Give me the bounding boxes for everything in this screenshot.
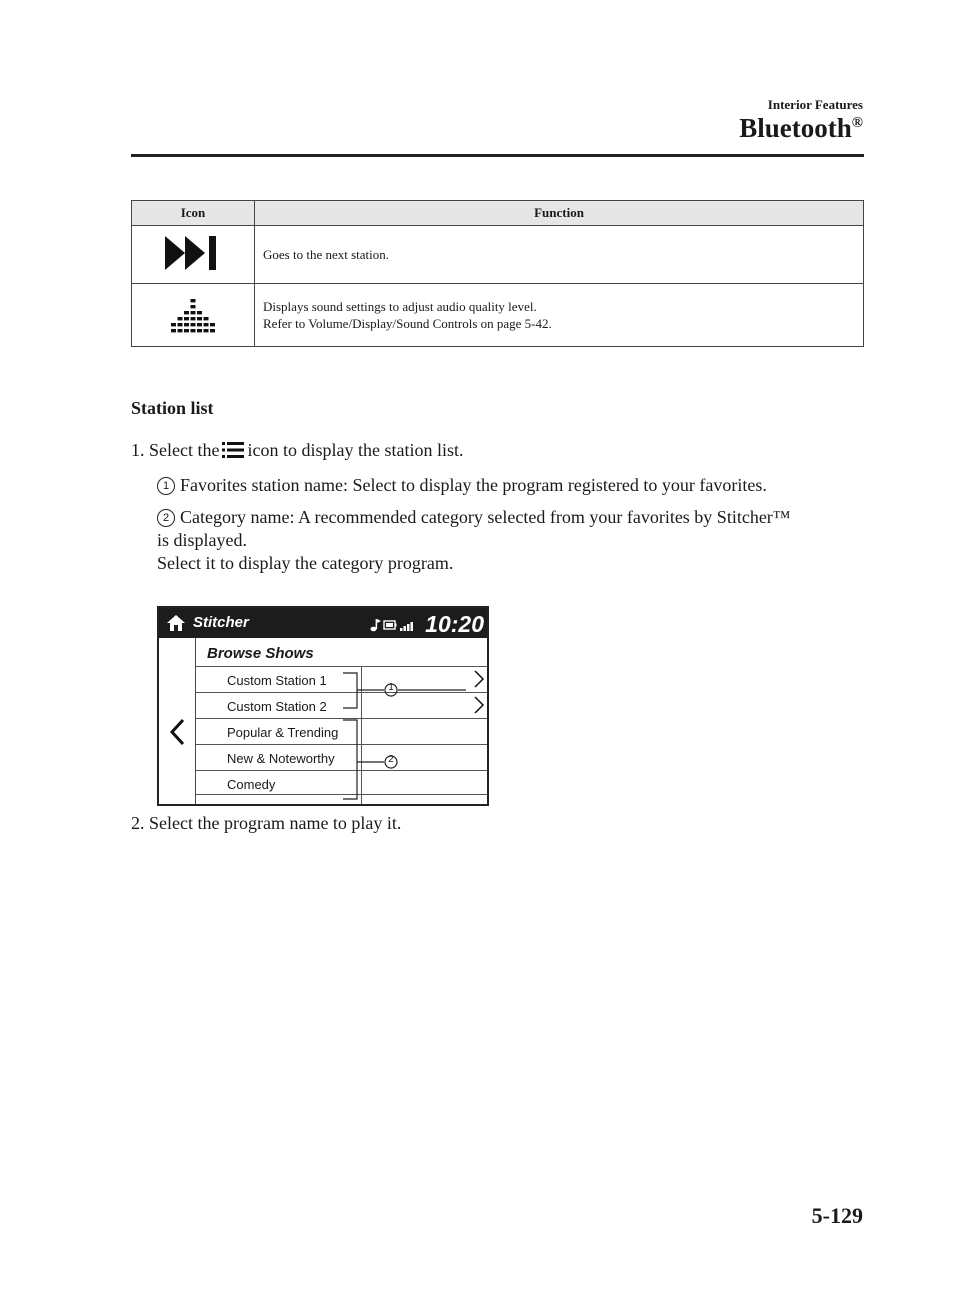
callout-1-number: 1 [388,682,394,693]
list-item[interactable] [196,744,487,770]
registered-mark: ® [851,115,863,131]
list-item[interactable] [196,692,487,718]
list-bottom-line [196,794,487,795]
back-panel[interactable] [159,638,196,804]
step-1 [131,440,463,461]
table-header-function: Function [255,201,864,226]
music-note-icon [371,619,382,631]
app-name: Stitcher [193,614,249,631]
header-section-label: Interior Features [767,97,863,112]
list-item[interactable] [196,666,487,692]
section-title: Station list [131,398,214,418]
table-row [132,226,864,284]
status-bar [159,608,487,638]
status-icons [370,618,414,632]
station-list [196,666,487,796]
table-header-icon: Icon [132,201,255,226]
function-text: Displays sound settings to adjust audio quality level. [263,299,537,314]
step-2: 2. Select the program name to play it. [131,813,402,833]
list-title: Browse Shows [207,645,314,662]
step-1-prefix: 1. Select the [131,440,220,460]
chevron-right-icon [473,670,485,688]
note-1-text: Favorites station name: Select to display the program registered to your favorites. [180,475,767,495]
list-item-label: Comedy [227,777,276,792]
clock: 10:20 [425,611,484,637]
callout-marker-1: 1 [157,477,175,495]
home-icon[interactable] [166,614,186,632]
chevron-right-icon [473,696,485,714]
list-item[interactable] [196,718,487,744]
callout-2-number: 2 [388,754,394,765]
skip-next-icon [165,236,221,270]
step-1-suffix: icon to display the station list. [247,440,464,460]
function-text: Goes to the next station. [263,247,390,262]
page-number: 5-129 [811,1203,863,1228]
note-2-text: Select it to display the category program. [157,553,454,573]
table-row [132,284,864,347]
note-2 [157,506,857,575]
note-1 [157,474,857,497]
battery-icon [384,621,397,629]
signal-icon [400,622,413,631]
list-divider [361,666,362,804]
list-item-label: Popular & Trending [227,725,339,740]
sound-settings-icon [169,293,217,333]
header-title [739,113,863,144]
callout-marker-2: 2 [157,509,175,527]
header-rule [131,154,864,157]
list-item-label: Custom Station 2 [227,699,327,714]
note-2-text: Category name: A recommended category selected from your favorites by Stitcher™ [180,507,791,527]
icon-function-table [131,200,864,347]
list-icon [222,441,244,459]
list-item-label: Custom Station 1 [227,673,327,688]
list-item[interactable] [196,770,487,796]
note-2-text: is displayed. [157,530,247,550]
header-title-text: Bluetooth [739,113,852,143]
function-text: Refer to Volume/Display/Sound Controls on page 5-42. [263,316,552,331]
list-item-label: New & Noteworthy [227,751,335,766]
back-chevron-icon[interactable] [169,718,185,746]
stitcher-screen [157,606,489,806]
